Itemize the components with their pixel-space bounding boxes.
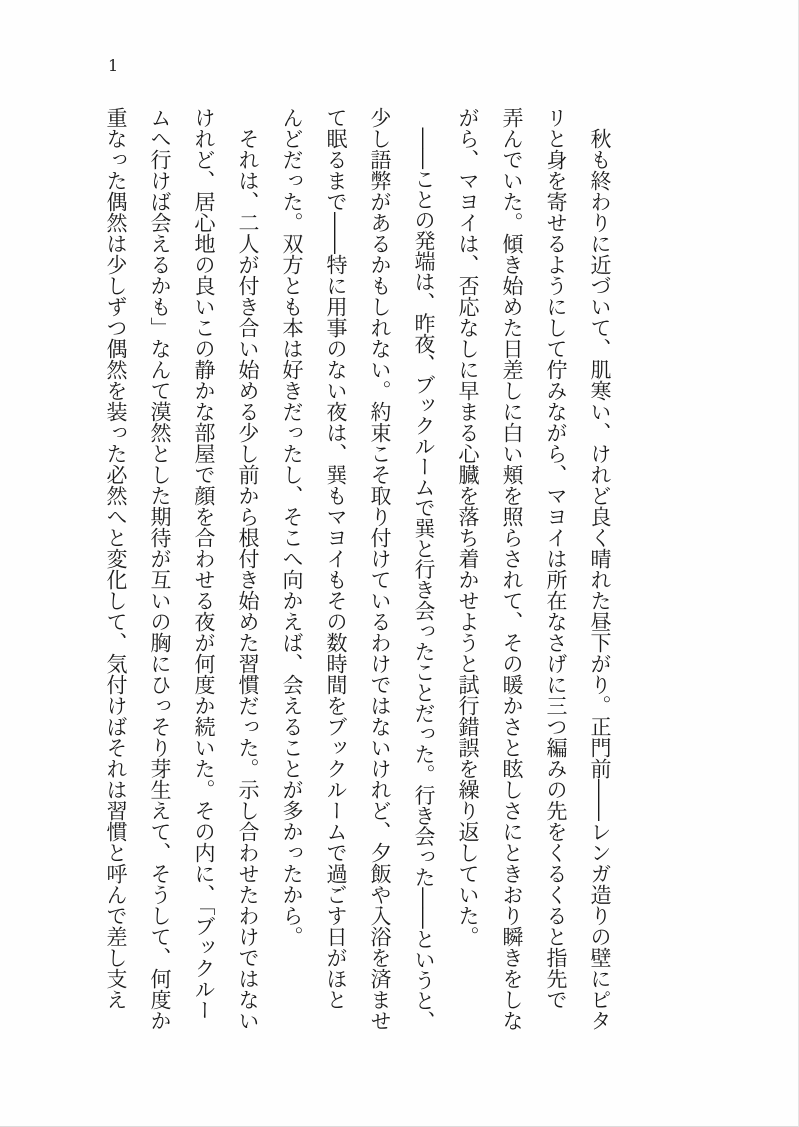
text-line: ムへ行けば会えるかも」なんて漠然とした期待が互いの胸にひっそり芽生えて、そうして、何度か <box>148 107 172 1031</box>
text-line: それは、二人が付き合い始める少し前から根付き始めた習慣だった。示し合わせたわけではない <box>236 107 260 1031</box>
text-line: て眠るまで――特に用事のない夜は、巽もマヨイもその数時間をブックルームで過ごす日がほと <box>324 107 348 1010</box>
text-line: 重なった偶然は少しずつ偶然を装った必然へと変化して、気付けばそれは習慣と呼んで差し支え <box>104 107 128 1010</box>
text-line: がら、マヨイは、否応なしに早まる心臓を落ち着かせようと試行錯誤を繰り返していた。 <box>456 107 480 947</box>
vertical-text-block <box>94 107 622 1031</box>
page-number: 1 <box>108 56 119 75</box>
text-line: んどだった。双方とも本は好きだったし、そこへ向かえば、会えることが多かったから。 <box>280 107 304 947</box>
text-line: けれど、居心地の良いこの静かな部屋で顔を合わせる夜が何度か続いた。その内に、「ブックルー <box>192 107 216 1021</box>
text-line: リと身を寄せるようにして佇みながら、マヨイは所在なさげに三つ編みの先をくるくると指先で <box>544 107 568 1010</box>
text-line: 弄んでいた。傾き始めた日差しに白い頬を照らされて、その暖かさと眩しさにときおり瞬きをしな <box>500 107 524 1031</box>
text-line: 秋も終わりに近づいて、肌寒い、けれど良く晴れた昼下がり。正門前――レンガ造りの壁にピタ <box>588 107 612 1031</box>
text-line: 少し語弊があるかもしれない。約束こそ取り付けているわけではないけれど、夕飯や入浴を済ませ <box>368 107 392 1031</box>
text-line: ――ことの発端は、昨夜、ブックルームで巽と行き会ったことだった。行き会った――というと、 <box>412 107 436 1032</box>
